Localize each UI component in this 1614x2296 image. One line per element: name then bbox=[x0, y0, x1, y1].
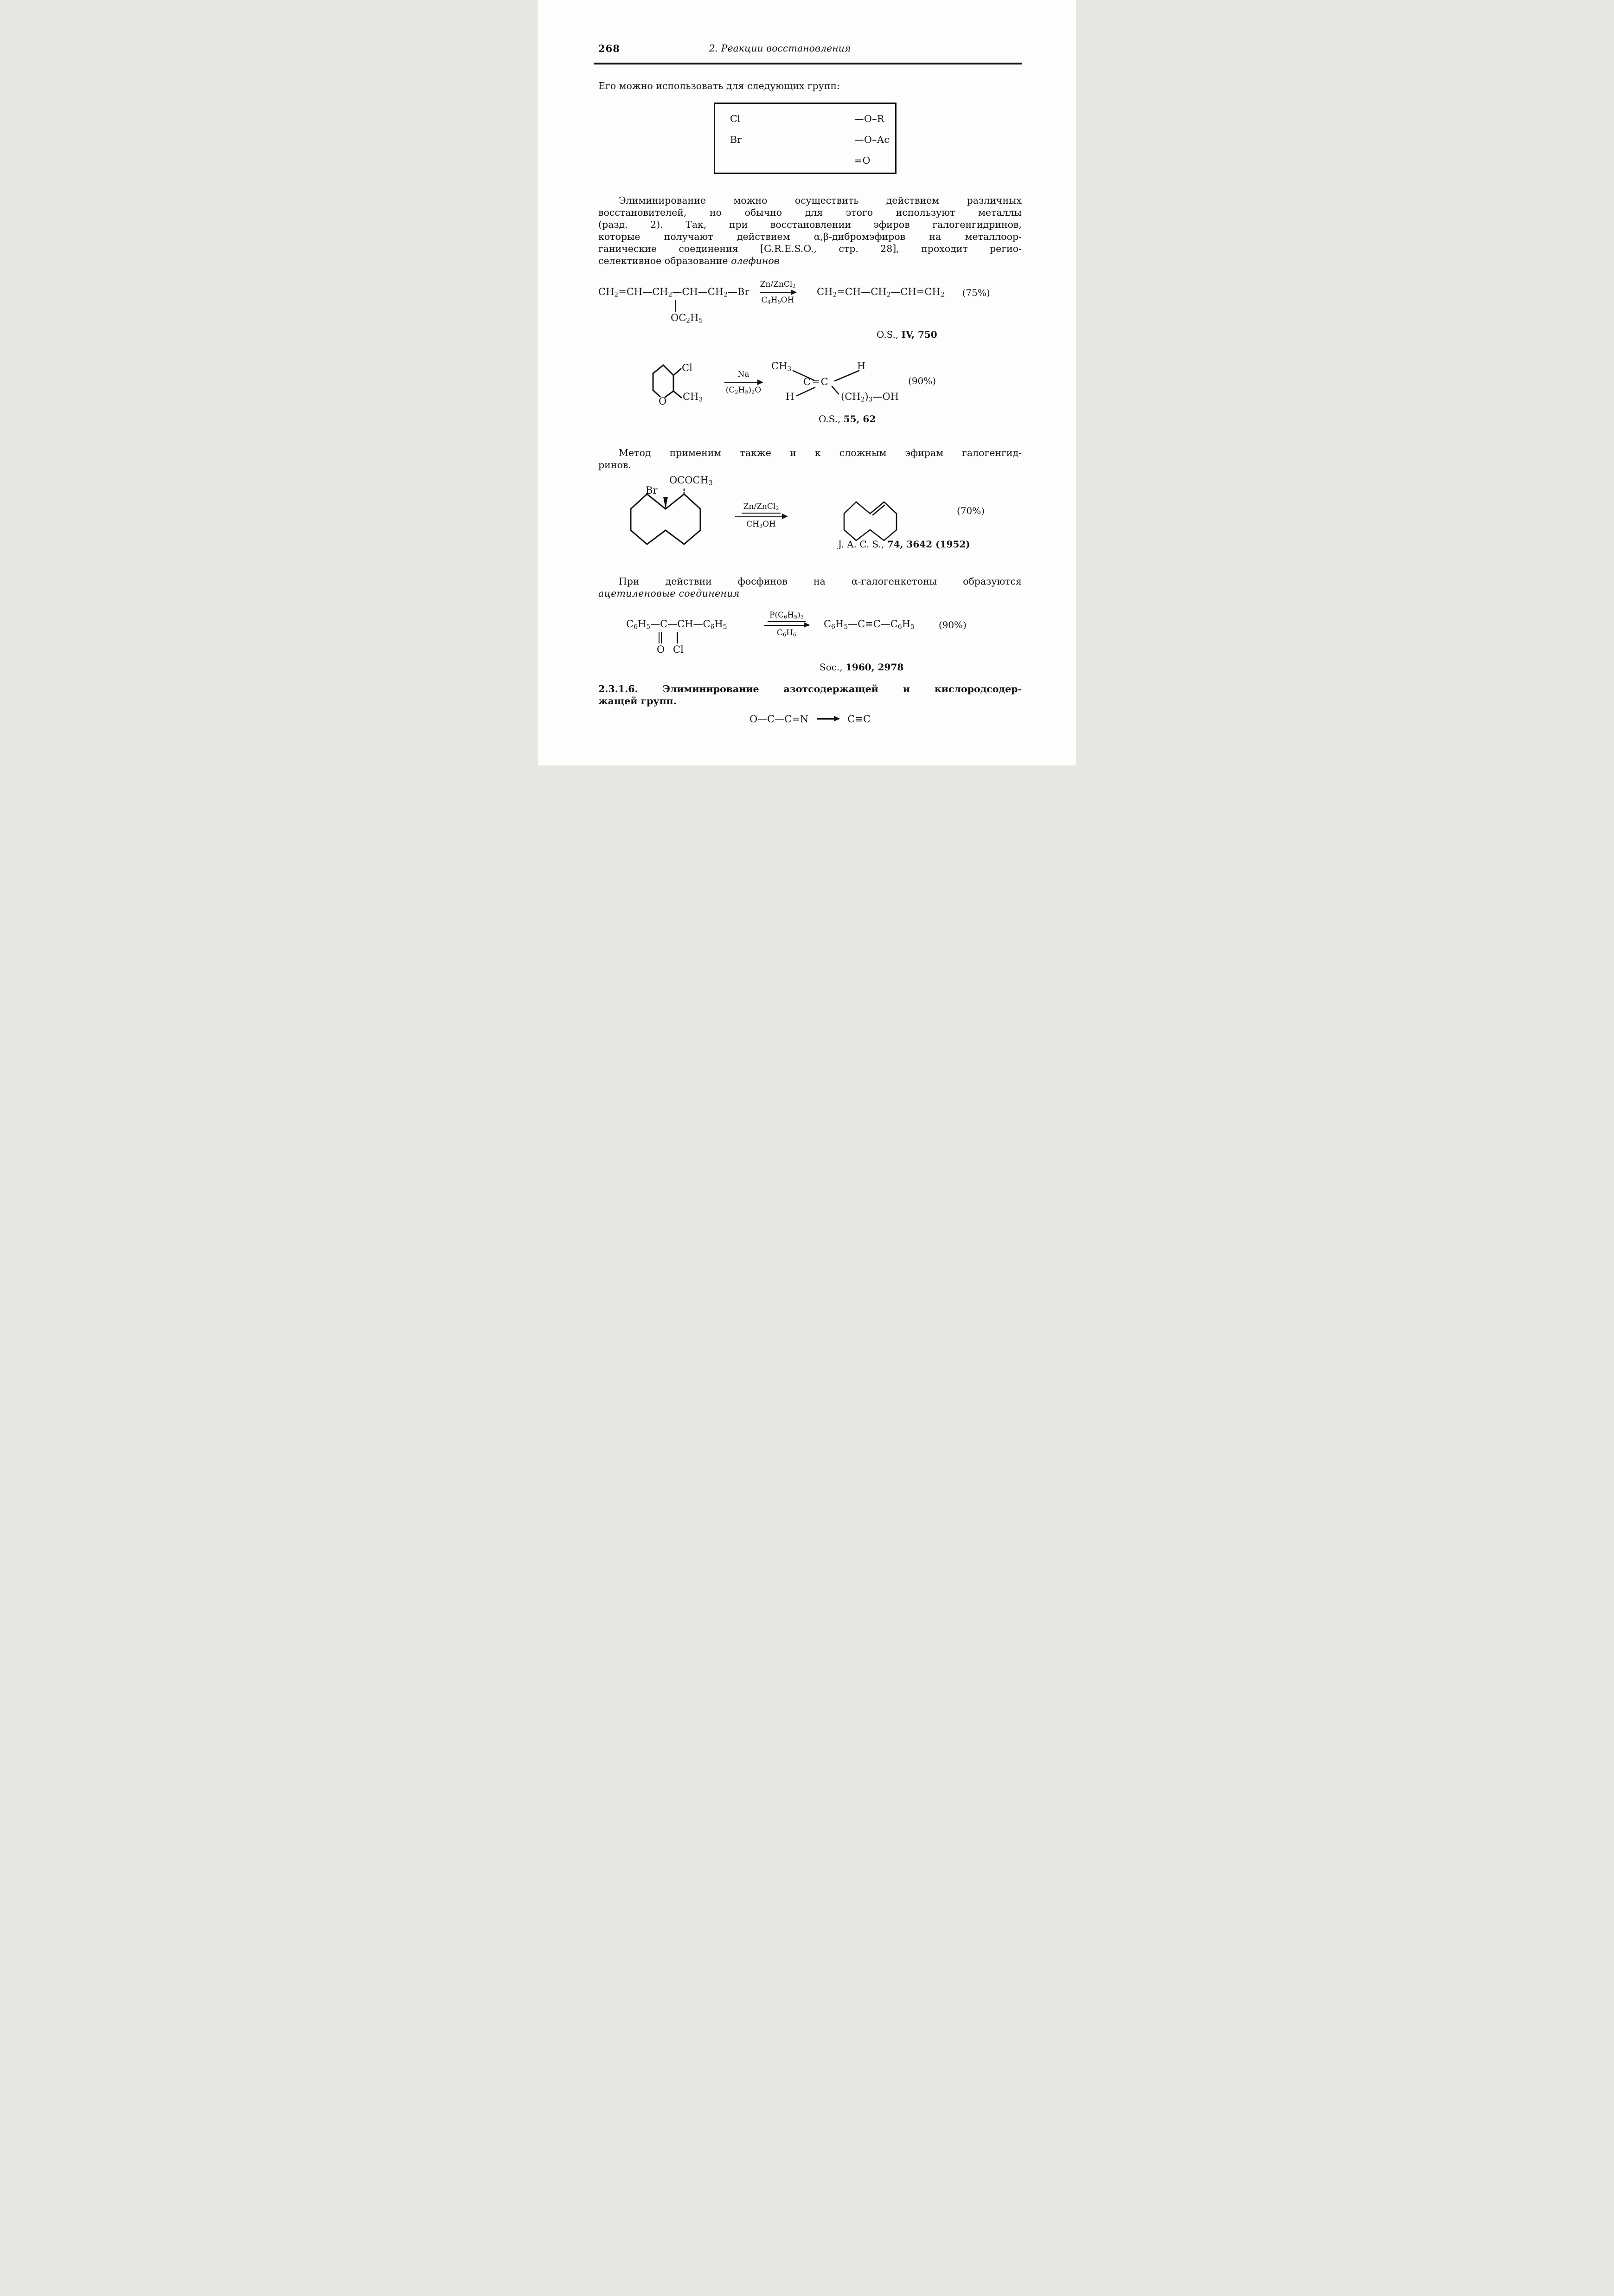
final-scheme bbox=[598, 714, 1022, 725]
reference-os-iv-750 bbox=[877, 329, 1022, 340]
scheme-right-formula: C≡C bbox=[847, 713, 871, 725]
reaction-arrow-icon bbox=[760, 292, 796, 294]
paragraph-line bbox=[598, 587, 1022, 599]
paragraph-line: (разд. 2). Так, при восстановлении эфиров галогенгидринов, bbox=[598, 219, 1022, 230]
carbonyl-double-bond bbox=[659, 632, 662, 643]
reference-journal: Soc., bbox=[820, 661, 846, 673]
groups-box bbox=[714, 103, 897, 174]
cyclodecane-ring-drawing bbox=[626, 476, 707, 546]
reference-journal: O.S., bbox=[877, 328, 902, 340]
reaction-2-yield: (90%) bbox=[908, 375, 936, 386]
section-heading bbox=[598, 683, 1022, 707]
arrow-reagent-label: $P(C_6H_5)_3$ bbox=[768, 611, 806, 622]
paragraph-elimination bbox=[598, 194, 1022, 267]
reaction-3 bbox=[598, 476, 1022, 547]
heading-line: 2.3.1.6. Элиминирование азотсодержащей и кислородсодер- bbox=[598, 683, 1022, 695]
group-oac: —O–Ac bbox=[854, 134, 890, 145]
reaction-1-product: $CH_2=CH—CH_2—CH=CH_2$ bbox=[817, 286, 945, 298]
paragraph-line: Элиминирование можно осуществить действием различных bbox=[619, 194, 1022, 206]
hydrogen-label: H bbox=[786, 391, 794, 402]
intro-sentence: Его можно использовать для следующих групп: bbox=[598, 80, 840, 91]
reaction-arrow-icon bbox=[724, 382, 762, 384]
paragraph-line bbox=[598, 255, 1022, 267]
single-bond bbox=[677, 632, 678, 643]
arrow-solvent-label: $CH_3OH$ bbox=[746, 520, 776, 529]
acetylenic-italic: ацетиленовые соединения bbox=[598, 587, 740, 599]
reference-volume-page: IV, 750 bbox=[901, 328, 937, 340]
reference-volume-page: 55, 62 bbox=[843, 413, 876, 424]
reference-journal: O.S., bbox=[819, 413, 844, 424]
groups-box-right-column bbox=[854, 109, 895, 173]
acetoxy-label: $OCOCH_3$ bbox=[669, 474, 713, 487]
arrow-solvent-label: $C_6H_6$ bbox=[776, 628, 797, 638]
paragraph-line: При действии фосфинов на α-галогенкетоны образуются bbox=[619, 575, 1022, 587]
hydroxypropyl-chain: $(CH_2)_3—OH$ bbox=[841, 391, 899, 403]
reaction-1-reactant bbox=[598, 280, 749, 326]
paragraph-method bbox=[598, 447, 1022, 471]
paragraph-phosphines bbox=[598, 575, 1022, 599]
reactant-formula: $C_6H_5—C—CH—C_6H_5$ bbox=[626, 618, 727, 630]
single-bond bbox=[675, 300, 676, 312]
reaction-4-reactant-haloketone bbox=[626, 609, 727, 657]
group-cl: Cl bbox=[730, 113, 741, 124]
paragraph-line: ринов. bbox=[598, 459, 631, 470]
book-page bbox=[538, 0, 1076, 765]
scheme-arrow-icon bbox=[817, 718, 839, 720]
reaction-2-reactant-pyran-ring bbox=[641, 361, 703, 408]
group-br: Br bbox=[730, 134, 742, 145]
reference-volume-page: 74, 3642 (1952) bbox=[887, 538, 970, 550]
reaction-2-arrow bbox=[724, 354, 762, 396]
paragraph-line: восстановителей, но обычно для этого используют металлы bbox=[598, 206, 1022, 218]
scheme-left-formula: O—C—C=N bbox=[749, 713, 809, 725]
groups-box-left-column bbox=[730, 109, 854, 173]
reaction-3-product-cyclodecene bbox=[840, 489, 902, 544]
bromine-label: Br bbox=[646, 484, 658, 496]
group-o-double: =O bbox=[854, 154, 871, 166]
reaction-1-yield: (75%) bbox=[962, 287, 990, 298]
arrow-solvent-label: $C_4H_9OH$ bbox=[761, 296, 794, 305]
reference-os-55-62 bbox=[819, 413, 1022, 424]
header-rule bbox=[594, 63, 1022, 64]
heading-line: жащей групп. bbox=[598, 695, 677, 707]
ring-oxygen-label: O bbox=[659, 395, 667, 407]
reaction-4-product: $C_6H_5—C\equiv C—C_6H_5$ bbox=[824, 618, 915, 630]
paragraph-line: ганические соединения [G.R.E.S.O., стр. 28], проходит регио- bbox=[598, 243, 1022, 254]
methyl-label: $CH_3$ bbox=[771, 360, 792, 373]
olefins-italic: олефинов bbox=[731, 255, 780, 266]
carbonyl-oxygen-label: O bbox=[657, 643, 665, 655]
page-number: 268 bbox=[598, 43, 620, 54]
arrow-solvent-label: $(C_2H_5)_2O$ bbox=[725, 386, 762, 395]
double-bond-carbons: C=C bbox=[803, 376, 829, 387]
chlorine-label: Cl bbox=[682, 362, 692, 373]
hydrogen-label: H bbox=[857, 360, 866, 372]
reaction-2-product-alkene bbox=[769, 360, 899, 405]
reaction-2 bbox=[598, 354, 1022, 409]
reference-soc bbox=[820, 662, 1022, 673]
methyl-label: $CH_3$ bbox=[683, 391, 703, 403]
reference-volume-page: 1960, 2978 bbox=[845, 661, 904, 673]
reaction-3-arrow bbox=[735, 476, 787, 530]
reactant-formula: $CH_2=CH—CH_2—CH—CH_2—Br$ bbox=[598, 286, 749, 298]
arrow-reagent-label: Na bbox=[737, 369, 749, 379]
ethoxy-substituent: $OC_2H_5$ bbox=[671, 312, 703, 324]
paragraph-text: селективное образование bbox=[598, 255, 731, 266]
running-title: 2. Реакции восстановления bbox=[709, 43, 851, 54]
paragraph-line: Метод применим также и к сложным эфирам галогенгид- bbox=[619, 447, 1022, 458]
reaction-3-yield: (70%) bbox=[957, 505, 985, 516]
group-or: —O–R bbox=[854, 113, 884, 124]
reaction-4 bbox=[598, 609, 1022, 657]
reaction-arrow-icon bbox=[735, 516, 787, 518]
cyclodecene-ring-drawing bbox=[840, 489, 902, 544]
arrow-reagent-label: Zn/ZnCl$_2$ bbox=[760, 279, 796, 289]
reaction-1-arrow bbox=[760, 280, 796, 306]
page-header bbox=[598, 43, 1022, 55]
reference-journal: J. A. C. S., bbox=[838, 538, 887, 550]
arrow-reagent-label: Zn/ZnCl$_2$ bbox=[742, 502, 781, 514]
reaction-4-arrow bbox=[764, 609, 809, 638]
paragraph-line: которые получают действием α,β-дибромэфиров на металлоор- bbox=[598, 231, 1022, 242]
chlorine-label: Cl bbox=[673, 643, 684, 655]
reaction-arrow-icon bbox=[764, 625, 809, 626]
reaction-3-reactant-cyclodecane bbox=[626, 474, 713, 546]
reaction-1 bbox=[598, 280, 1022, 326]
reaction-4-yield: (90%) bbox=[938, 619, 967, 630]
